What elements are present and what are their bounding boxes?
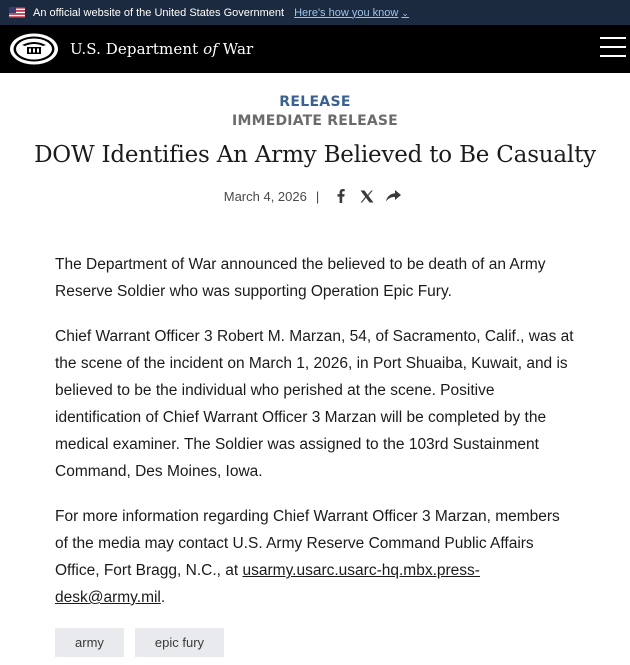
tag-epic-fury[interactable]: epic fury <box>135 628 224 657</box>
x-icon[interactable] <box>359 188 375 204</box>
release-type: RELEASE <box>279 94 351 110</box>
tag-list <box>55 628 235 657</box>
tag-army[interactable]: army <box>55 628 124 657</box>
publish-date: March 4, 2026 <box>223 188 307 204</box>
article-meta <box>0 188 630 204</box>
meta-separator: | <box>315 188 320 204</box>
gov-banner <box>0 0 630 25</box>
us-flag-icon <box>9 7 25 18</box>
facebook-icon[interactable] <box>333 188 349 204</box>
article-paragraph: Chief Warrant Officer 3 Robert M. Marzan, 54, of Sacramento, Calif., was at the scene of the incident on March 1, 2026, in Port Shuaiba, Kuwait, and is believed to be the individual who perished at the scene. Positive identification of Chief Warrant Officer 3 Marzan will be completed by the medical examiner. The Soldier was assigned to the 103rd Sustainment Command, Des Moines, Iowa. <box>55 328 574 480</box>
release-subtype: IMMEDIATE RELEASE <box>232 113 398 129</box>
press-desk-email-link[interactable]: usarmy.usarc.usarc-hq.mbx.press-desk@army.mil <box>55 562 480 606</box>
department-seal-icon[interactable] <box>8 32 60 66</box>
article-body <box>0 251 630 611</box>
heres-how-you-know-link[interactable]: Here's how you know ⌄ <box>294 6 409 19</box>
page-title: DOW Identifies An Army Believed to Be Casualty <box>34 142 596 168</box>
site-header <box>0 25 630 73</box>
chevron-down-icon: ⌄ <box>401 7 409 18</box>
contact-paragraph: For more information regarding Chief Warrant Officer 3 Marzan, members of the media may contact U.S. Army Reserve Command Public Affairs Office, Fort Bragg, N.C., at usarmy.usarc.usarc-hq.mbx.press-desk@army.mil. <box>55 508 560 606</box>
article-paragraph: The Department of War announced the believed to be death of an Army Reserve Soldier who was supporting Operation Epic Fury. <box>55 256 546 300</box>
hamburger-menu-icon[interactable] <box>600 37 626 59</box>
official-website-text: An official website of the United States Government <box>33 6 285 19</box>
share-icon[interactable] <box>385 188 401 204</box>
site-title[interactable]: U.S. Department of War <box>70 40 254 58</box>
